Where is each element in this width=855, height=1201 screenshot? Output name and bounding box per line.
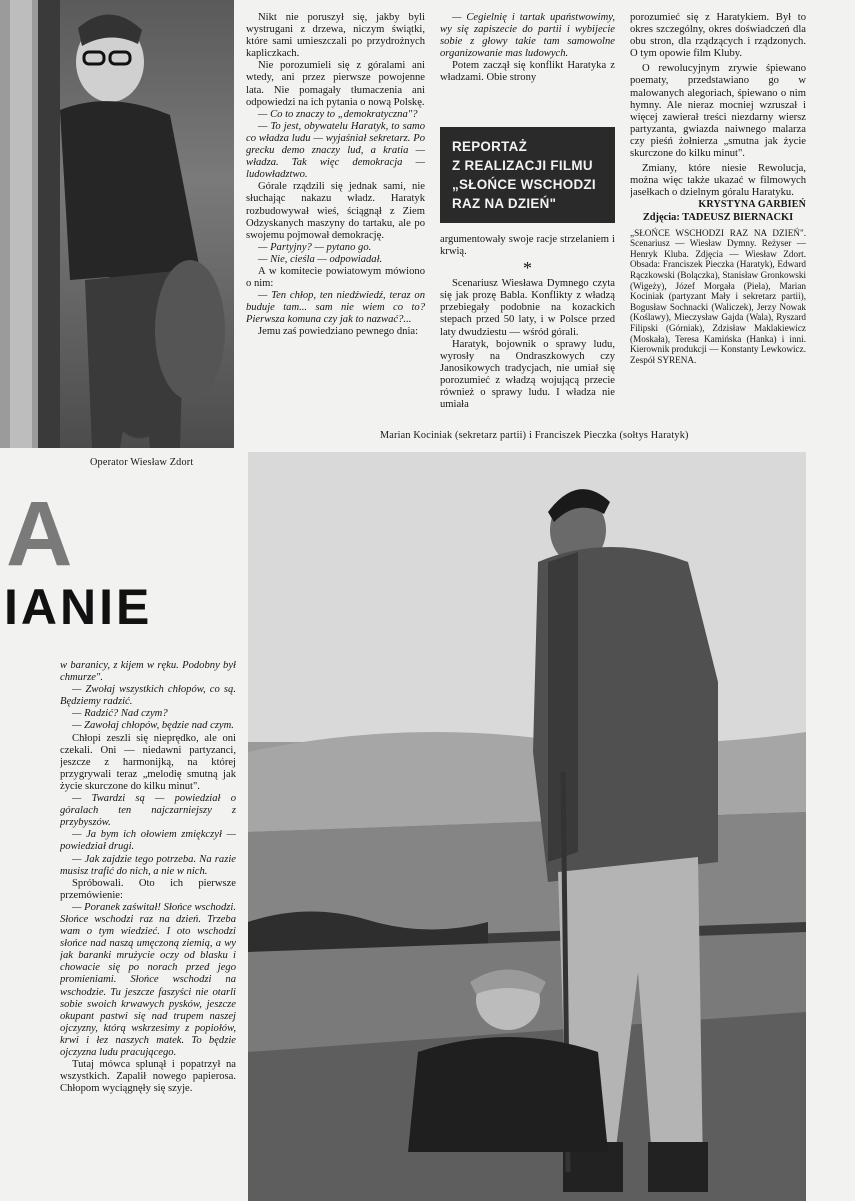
paragraph: porozumieć się z Haratykiem. Był to okres szczególny, okres doświadczeń dla obu stron, dla rządzących i rządzonych. O tym opowie film Kluby.	[630, 12, 806, 60]
paragraph: O rewolucyjnym zrywie śpiewano poematy, przedstawiano go w malowanych alegoriach, śpiewano o nim hymny. Ale nieraz mocniej wzruszał i więcej zawierał treści niezdarny wiersz partyzanta, gwiazda naiwnego malarza czy pieśń żołnierza „smutna jak życie skurczone do kilku minut".	[630, 63, 806, 160]
reportaz-box	[440, 127, 615, 223]
paragraph: KRYSTYNA GARBIEŃ	[698, 199, 806, 211]
operator-caption: Operator Wiesław Zdort	[90, 457, 194, 468]
paragraph: „SŁOŃCE WSCHODZI RAZ NA DZIEŃ". Scenariusz — Wiesław Dymny. Reżyser — Henryk Kluba. Zdjęcia — Wiesław Zdort. Obsada: Franciszek Pieczka (Haratyk), Edward Rączkowski (Bolączka), Stanisław Gronkowski (Wigeży), Józef Morgała (Piela), Marian Kociniak (partyzant Mały i sekretarz partii), Bogusław Sochnacki (Waliczek), Jerzy Nowak (Koślawy), Mieczysław Gajda (Wala), Ryszard Filipski (Górniak), Zdzisław Maklakiewicz (Moskała), Teresa Kamińska (Hanka) i inni. Kierownik produkcji — Konstanty Lewkowicz. Zespół SYRENA.	[630, 227, 806, 365]
paragraph: Tutaj mówca splunął i popatrzył na wszystkich. Zapalił nowego papierosa. Chłopom wyciągnęły się szyje.	[60, 1059, 236, 1095]
article-column-left	[60, 660, 236, 1195]
scene-caption: Marian Kociniak (sekretarz partii) i Franciszek Pieczka (sołtys Haratyk)	[380, 430, 689, 441]
scene-photo-shapes	[248, 452, 806, 1201]
paragraph: — Zawołaj chłopów, będzie nad czym.	[72, 720, 234, 732]
paragraph: Chłopi zeszli się nieprędko, ale oni czekali. Oni — niedawni partyzanci, jeszcze z harmonijką, na której przygrywali teraz „melodię smutną jak życie skurczone do kilku minut".	[60, 732, 236, 792]
paragraph: — Ten chłop, ten niedźwiedź, teraz on buduje tam... sam nie wiem co to? Pierwsza komuna czy jak to nazwać?...	[246, 290, 425, 326]
paragraph: Spróbowali. Oto ich pierwsze przemówienie:	[60, 877, 236, 901]
paragraph: argumentowały swoje racje strzelaniem i krwią.	[440, 234, 615, 258]
paragraph: *	[523, 258, 532, 279]
article-column-2-bottom	[440, 234, 615, 420]
paragraph: — Cegielnię i tartak upaństwowimy, wy się zapiszecie do partii i wybijecie sobie z głowy takie tam samowolne organizowanie mas ludowych.	[440, 12, 615, 60]
paragraph: — Zwołaj wszystkich chłopów, co są. Będziemy radzić.	[60, 684, 236, 708]
paragraph: — Poranek zaświtał! Słońce wschodzi. Słońce wschodzi raz na dzień. Trzeba wam o tym wiedzieć. I oto wschodzi słońce nad naszą umęczoną ziemią, a wy jak baranki mrużycie oczy od blasku i chowacie się po norach przed jego promieniami. Słońce wschodzi na wschodzie. Tu jeszcze faszyści nie otarli sobie swoich krwawych pysków, jeszcze okupant pastwi się nad trupem naszej ojczyzny, którą wskrzesimy z popiołów, krwi i łez naszych matek. To będzie ojczyzna ludu pracującego.	[60, 901, 236, 1058]
paragraph: — Jak zajdzie tego potrzeba. Na razie musisz trafić do nich, a nie w nich.	[60, 853, 236, 877]
operator-photo	[0, 0, 234, 448]
box-line-4: RAZ NA DZIEŃ"	[452, 196, 557, 211]
article-column-2-top	[440, 12, 615, 122]
scene-photo	[248, 452, 806, 1201]
paragraph: Jemu zaś powiedziano pewnego dnia:	[258, 326, 419, 338]
paragraph: w baranicy, z kijem w ręku. Podobny był chmurze".	[60, 660, 236, 684]
paragraph: A w komitecie powiatowym mówiono o nim:	[246, 265, 425, 290]
operator-photo-shapes	[0, 0, 234, 448]
paragraph: — Radzić? Nad czym?	[72, 708, 168, 720]
paragraph: Zmiany, które niesie Rewolucja, można więc także ukazać w filmowych jasełkach o dzielnym góralu Haratyku.	[630, 163, 806, 199]
box-line-1: REPORTAŻ	[452, 139, 528, 154]
paragraph: — Nie, cieśla — odpowiadał.	[258, 253, 383, 265]
article-column-3	[630, 12, 806, 422]
box-line-3: „SŁOŃCE WSCHODZI	[452, 177, 596, 192]
headline-word-ianie: IANIE	[4, 579, 153, 635]
paragraph: Potem zaczął się konflikt Haratyka z władzami. Obie strony	[440, 60, 615, 84]
box-line-2: Z REALIZACJI FILMU	[452, 158, 593, 173]
paragraph: Nie porozumieli się z góralami ani wtedy, ani przez pierwsze powojenne lata. Nie pomagały tłumaczenia ani odpowiedzi na ich pytania o nową Polskę.	[246, 60, 425, 108]
paragraph: Górale rządzili się jednak sami, nie słuchając nakazu władz. Haratyk rozbudowywał wieś, ściągnął z Ziem Odzyskanych maszyny do tartaku, ale po swojemu pojmował demokrację.	[246, 181, 425, 241]
paragraph: — Ja bym ich ołowiem zmiękczył — powiedział drugi.	[60, 829, 236, 853]
paragraph: Nikt nie poruszył się, jakby byli wystrugani z drzewa, niczym świątki, które sami umieszczali po przydrożnych kapliczkach.	[246, 12, 425, 60]
paragraph: Haratyk, bojownik o sprawy ludu, wyrosły na Ondraszkowych czy Janosikowych tradycjach, nie umiał się porozumieć z władzą wojującą przecie również o sprawy ludu. I władza nie umiała	[440, 338, 615, 411]
headline-letter-a: A	[6, 483, 73, 585]
paragraph: — To jest, obywatelu Haratyk, to samo co władza ludu — wyjaśniał sekretarz. Po grecku demo znaczy lud, a kratia — władza. Tak więc demokracja — ludowładztwo.	[246, 120, 425, 181]
paragraph: — Partyjny? — pytano go.	[258, 241, 372, 253]
article-column-1	[246, 12, 425, 420]
paragraph: — Co to znaczy to „demokratyczna"?	[258, 108, 418, 120]
paragraph: Scenariusz Wiesława Dymnego czyta się jak prozę Babla. Konflikty z władzą przebiegały podobnie na kozackich stepach przed 50 laty, i w Polsce przed laty dwudziestu — wśród górali.	[440, 278, 615, 338]
paragraph: Zdjęcia: TADEUSZ BIERNACKI	[642, 211, 794, 223]
paragraph: — Twardzi są — powiedział o góralach ten najczarniejszy z przybyszów.	[60, 793, 236, 829]
